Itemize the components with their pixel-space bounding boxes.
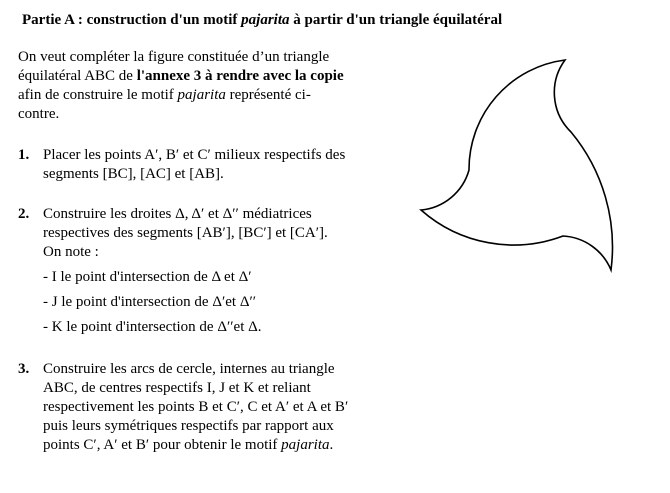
intro-line: On veut compléter la figure constituée d’un triangle: [18, 49, 330, 65]
section-heading: Partie A : construction d'un motif pajarita à partir d'un triangle équilatéral: [22, 12, 503, 28]
note-line: - K le point d'intersection de Δ′′et Δ.: [43, 319, 262, 335]
pajarita-outline: [421, 60, 612, 270]
question-line: Placer les points A′, B′ et C′ milieux respectifs des: [43, 147, 346, 163]
question-line: points C′, A′ et B′ pour obtenir le motif pajarita.: [43, 437, 334, 453]
pajarita-figure: [385, 40, 665, 320]
question-3: [18, 360, 388, 455]
question-line: respectives des segments [AB′], [BC′] et [CA′].: [43, 225, 328, 241]
intro-line: équilatéral ABC de l'annexe 3 à rendre avec la copie: [18, 68, 344, 84]
question-line: puis leurs symétriques respectifs par rapport aux: [43, 418, 334, 434]
question-2: [18, 205, 388, 337]
question-line: segments [BC], [AC] et [AB].: [43, 166, 224, 182]
intro-line: afin de construire le motif pajarita représenté ci-: [18, 87, 311, 103]
intro-paragraph: [18, 48, 378, 124]
question-line: Construire les droites Δ, Δ′ et Δ′′ médiatrices: [43, 206, 312, 222]
question-line: On note :: [43, 244, 99, 260]
note-line: - J le point d'intersection de Δ′et Δ′′: [43, 294, 257, 310]
intro-line: contre.: [18, 106, 60, 122]
question-number: 3.: [18, 361, 30, 377]
note-line: - I le point d'intersection de Δ et Δ′: [43, 269, 252, 285]
question-line: Construire les arcs de cercle, internes au triangle: [43, 361, 335, 377]
question-line: respectivement les points B et C′, C et A′ et A et B′: [43, 399, 349, 415]
question-line: ABC, de centres respectifs I, J et K et reliant: [43, 380, 311, 396]
question-number: 2.: [18, 206, 30, 222]
question-number: 1.: [18, 147, 30, 163]
question-1: [18, 146, 388, 184]
